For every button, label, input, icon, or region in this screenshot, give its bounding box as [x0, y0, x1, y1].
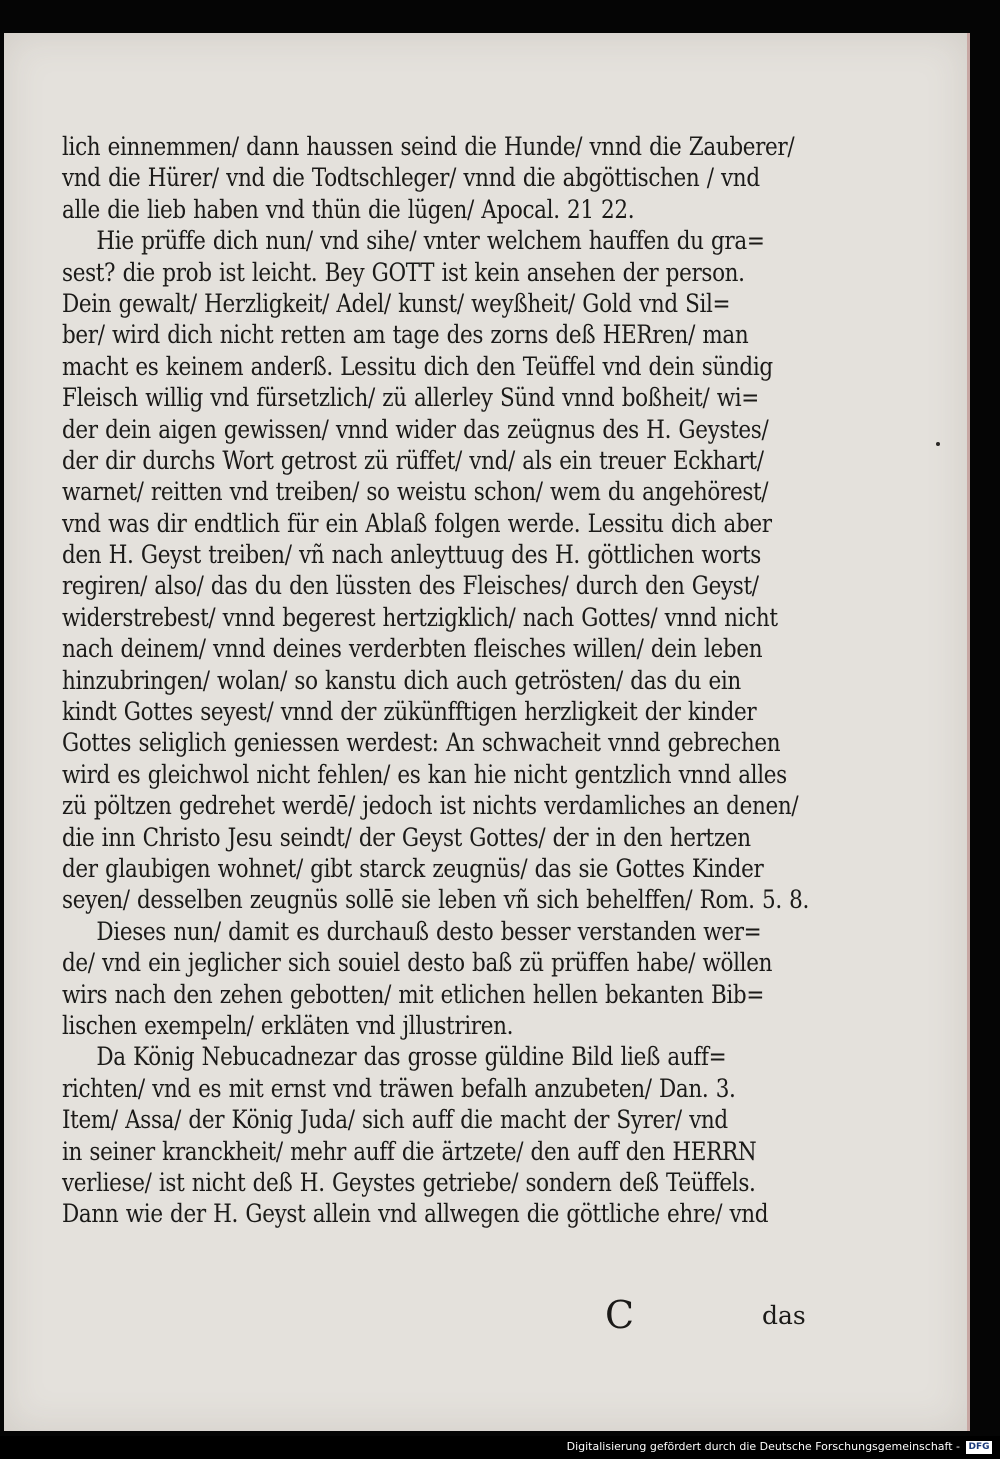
paragraph-start-line: Da König Nebucadnezar das grosse güldine Bild ließ auff= — [96, 1042, 727, 1072]
page-text — [62, 131, 852, 1230]
text-line: warnet/ reitten vnd treiben/ so weistu schon/ wem du angehörest/ — [62, 477, 769, 507]
book-page — [4, 33, 970, 1431]
text-line: alle die lieb haben vnd thün die lügen/ Apocal. 21 22. — [62, 194, 635, 224]
funding-credit: Digitalisierung gefördert durch die Deutsche Forschungsgemeinschaft - — [566, 1440, 960, 1453]
text-line: sest? die prob ist leicht. Bey GOTT ist kein ansehen der person. — [62, 257, 745, 287]
text-line: in seiner kranckheit/ mehr auff die ärtzete/ den auff den HERRN — [62, 1136, 757, 1166]
catchword: das — [762, 1301, 806, 1330]
ink-speck — [936, 442, 940, 446]
text-line: Dann wie der H. Geyst allein vnd allwegen die göttliche ehre/ vnd — [62, 1199, 769, 1229]
text-line: nach deinem/ vnnd deines verderbten fleisches willen/ dein leben — [62, 634, 763, 664]
text-line: de/ vnd ein jeglicher sich souiel desto baß zü prüffen habe/ wöllen — [62, 948, 773, 978]
text-line: wird es gleichwol nicht fehlen/ es kan hie nicht gentzlich vnnd alles — [62, 759, 787, 789]
credit-bar — [0, 1436, 1000, 1459]
text-line: der dein aigen gewissen/ vnnd wider das zeügnus des H. Geystes/ — [62, 414, 769, 444]
text-line: wirs nach den zehen gebotten/ mit etlichen hellen bekanten Bib= — [62, 979, 765, 1009]
text-line: hinzubringen/ wolan/ so kanstu dich auch getrösten/ das du ein — [62, 665, 741, 695]
text-line: der glaubigen wohnet/ gibt starck zeugnüs/ das sie Gottes Kinder — [62, 853, 764, 883]
text-line: lischen exempeln/ erkläten vnd jllustriren. — [62, 1010, 514, 1040]
text-line: ber/ wird dich nicht retten am tage des zorns deß HERren/ man — [62, 320, 749, 350]
text-line: vnd die Hürer/ vnd die Todtschleger/ vnnd die abgöttischen / vnd — [62, 163, 760, 193]
text-line: vnd was dir endtlich für ein Ablaß folgen werde. Lessitu dich aber — [62, 508, 772, 538]
text-line: der dir durchs Wort getrost zü rüffet/ vnd/ als ein treuer Eckhart/ — [62, 445, 764, 475]
paragraph-start-line: Hie prüffe dich nun/ vnd sihe/ vnter welchem hauffen du gra= — [96, 226, 765, 256]
text-line: kindt Gottes seyest/ vnnd der zükünfftigen herzligkeit der kinder — [62, 697, 757, 727]
text-line: die inn Christo Jesu seindt/ der Geyst Gottes/ der in den hertzen — [62, 822, 751, 852]
text-line: regiren/ also/ das du den lüssten des Fleisches/ durch den Geyst/ — [62, 571, 759, 601]
text-line: verliese/ ist nicht deß H. Geystes getriebe/ sondern deß Teüffels. — [62, 1167, 756, 1197]
text-line: seyen/ desselben zeugnüs sollē sie leben vñ sich behelffen/ Rom. 5. 8. — [62, 885, 810, 915]
text-line: Fleisch willig vnd fürsetzlich/ zü allerley Sünd vnnd boßheit/ wi= — [62, 383, 759, 413]
text-line: zü pöltzen gedrehet werdē/ jedoch ist nichts verdamliches an denen/ — [62, 791, 799, 821]
text-line: lich einnemmen/ dann haussen seind die Hunde/ vnnd die Zauberer/ — [62, 132, 795, 161]
text-line: Item/ Assa/ der König Juda/ sich auff die macht der Syrer/ vnd — [62, 1105, 728, 1135]
text-line: widerstrebest/ vnnd begerest hertzigklich/ nach Gottes/ vnnd nicht — [62, 602, 778, 632]
paragraph-start-line: Dieses nun/ damit es durchauß desto besser verstanden wer= — [96, 916, 762, 946]
text-line: richten/ vnd es mit ernst vnd träwen befalh anzubeten/ Dan. 3. — [62, 1073, 736, 1103]
text-line: Gottes seliglich geniessen werdest: An schwacheit vnnd gebrechen — [62, 728, 781, 758]
text-line: macht es keinem anderß. Lessitu dich den Teüffel vnd dein sündig — [62, 351, 773, 381]
text-line: Dein gewalt/ Herzligkeit/ Adel/ kunst/ weyßheit/ Gold vnd Sil= — [62, 288, 731, 318]
signature-mark: C — [605, 1293, 635, 1337]
page-footer — [62, 1293, 852, 1353]
dfg-logo-icon: DFG — [966, 1441, 992, 1454]
text-line: den H. Geyst treiben/ vñ nach anleyttuug des H. göttlichen worts — [62, 540, 761, 570]
